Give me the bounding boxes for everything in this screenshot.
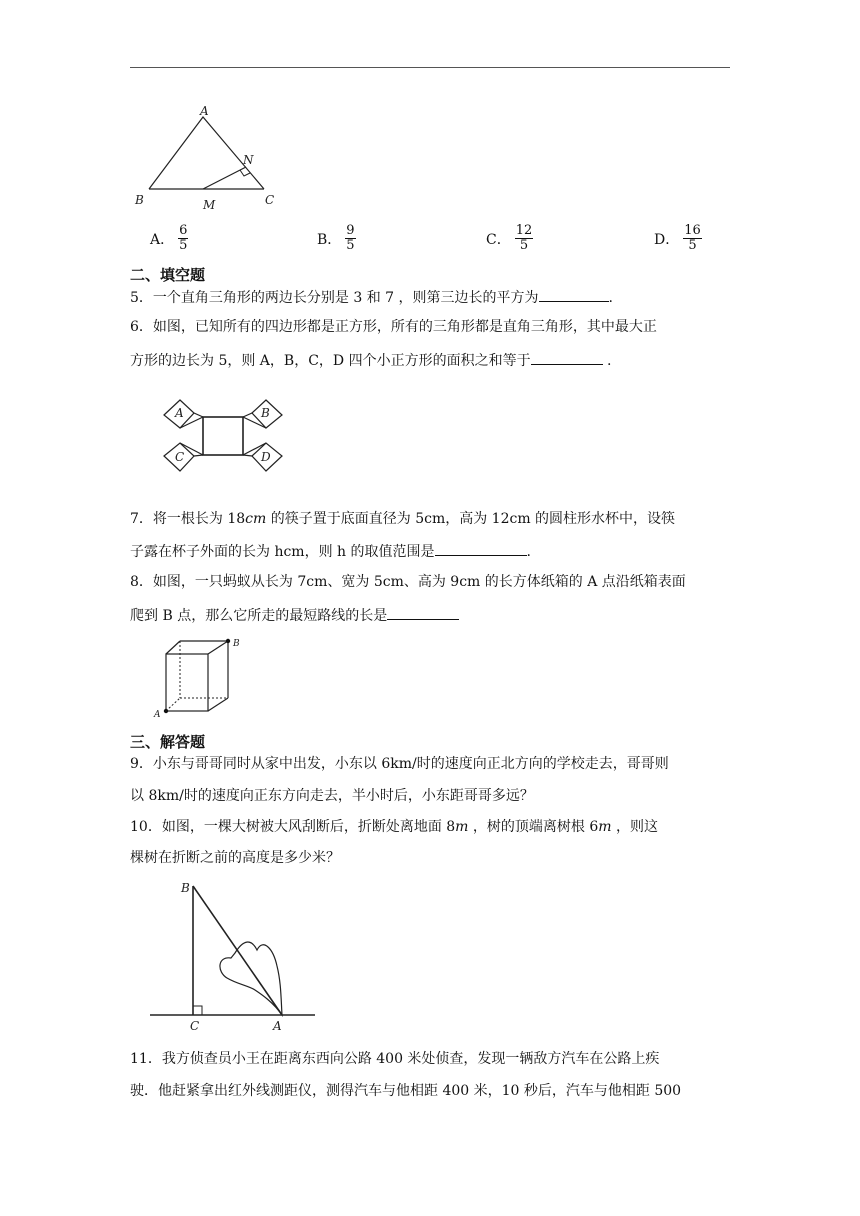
question-7-line-1: 7．将一根长为 18cm 的筷子置于底面直径为 5cm，高为 12cm 的圆柱形水杯中，设筷 (130, 511, 676, 527)
choice-c (486, 224, 533, 253)
label-n: N (243, 153, 254, 167)
question-9-line-2: 以 8km/时的速度向正东方向走去，半小时后，小东距哥哥多远？ (130, 788, 534, 804)
answer-blank (539, 286, 609, 302)
label-b: B (135, 193, 144, 207)
choice-a (150, 224, 188, 253)
box-label-a: A (154, 710, 161, 720)
fraction: $\frac{9}{5}$ (346, 223, 355, 253)
label-c: C (265, 193, 275, 207)
question-11-line-2: 驶．他赶紧拿出红外线测距仪，测得汽车与他相距 400 米，10 秒后，汽车与他相距 500 (130, 1083, 682, 1099)
answer-blank (387, 604, 459, 620)
question-5: 5．一个直角三角形的两边长分别是 3 和 7 ，则第三边长的平方为 . (130, 286, 613, 308)
section-heading-fill-in: 二、填空题 (130, 266, 206, 284)
header-rule (130, 67, 730, 68)
square-label-c: C (175, 450, 185, 464)
question-6-line-1: 6．如图，已知所有的四边形都是正方形，所有的三角形都是直角三角形，其中最大正 (130, 319, 657, 335)
choice-d (654, 224, 702, 253)
answer-blank (435, 540, 527, 556)
tree-label-b: B (181, 881, 190, 895)
choice-letter: D． (654, 231, 680, 248)
question-7-line-2: 子露在杯子外面的长为 hcm，则 h 的取值范围是 . (130, 540, 531, 562)
question-9-line-1: 9．小东与哥哥同时从家中出发，小东以 6km/时的速度向正北方向的学校走去，哥哥则 (130, 756, 669, 772)
label-a: A (200, 104, 209, 118)
choice-b (317, 224, 356, 253)
fraction: $\frac{6}{5}$ (179, 223, 188, 253)
fraction: $\frac{16}{5}$ (684, 223, 701, 253)
section-heading-solve: 三、解答题 (130, 733, 206, 751)
triangle-figure (130, 100, 290, 215)
tree-label-a: A (273, 1019, 282, 1033)
tree-label-c: C (190, 1019, 200, 1033)
square-label-d: D (261, 450, 271, 464)
label-m: M (203, 198, 216, 212)
tree-figure (145, 878, 320, 1033)
square-label-a: A (175, 406, 184, 420)
square-label-b: B (261, 406, 270, 420)
box-label-b: B (233, 639, 240, 649)
choice-letter: B． (317, 231, 342, 248)
answer-blank (531, 349, 603, 365)
question-8-line-2: 爬到 B 点，那么它所走的最短路线的长是 (130, 604, 459, 626)
choice-letter: C． (486, 231, 511, 248)
question-11-line-1: 11．我方侦查员小王在距离东西向公路 400 米处侦查，发现一辆敌方汽车在公路上疾 (130, 1051, 660, 1067)
question-8-line-1: 8．如图，一只蚂蚁从长为 7cm、宽为 5cm、高为 9cm 的长方体纸箱的 A 点沿纸箱表面 (130, 574, 686, 590)
question-6-line-2: 方形的边长为 5，则 A，B，C，D 四个小正方形的面积之和等于 . (130, 349, 612, 371)
squares-figure (160, 395, 290, 485)
box-figure (150, 636, 250, 721)
fraction: $\frac{12}{5}$ (515, 223, 533, 253)
question-10-line-2: 棵树在折断之前的高度是多少米？ (130, 850, 340, 866)
question-10-line-1: 10．如图，一棵大树被大风刮断后，折断处离地面 8m ，树的顶端离树根 6m ，则这 (130, 819, 658, 835)
choice-letter: A． (150, 231, 175, 248)
